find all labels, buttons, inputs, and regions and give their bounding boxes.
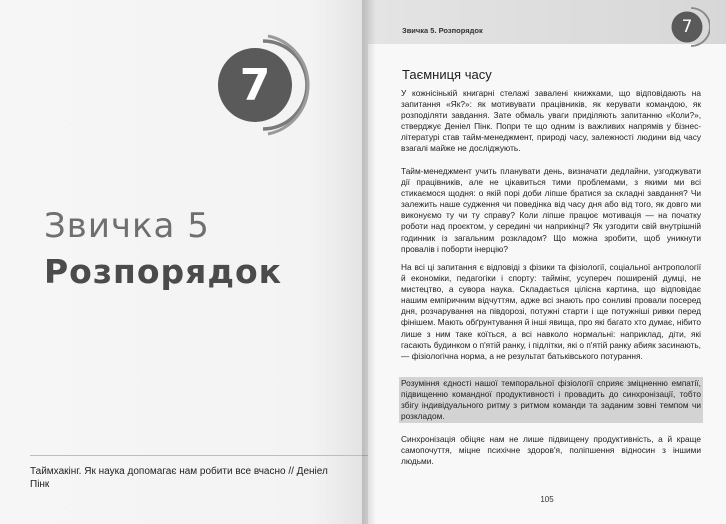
paragraph: Синхронізація обіцяє нам не лише підвищену продуктивність, а й краще самопочуття, міцне психічне здоров'я, поліпшення відносин з іншими людьми. <box>401 434 701 467</box>
chapter-emblem-icon <box>668 5 710 51</box>
highlighted-paragraph: Розуміння єдності нашої темпоральної фізіології сприяє зміцненню емпатії, підвищенню командної продуктивності і провадить до синхронізації, тобто збігу індивідуального ритму з ритмом команди та заданим зовні темпом чи розкладом. <box>399 377 703 423</box>
habit-line: Звичка 5 <box>44 206 210 246</box>
page-number: 105 <box>540 495 554 504</box>
section-title: Таємниця часу <box>402 67 492 82</box>
divider <box>30 455 368 456</box>
chapter-emblem-icon <box>210 33 310 143</box>
book-reference: Таймхакінг. Як наука допомагає нам робити все вчасно // Деніел Пінк <box>30 466 328 490</box>
habit-title: Розпорядок <box>44 252 283 291</box>
paragraph: На всі ці запитання є відповіді з фізики та фізіології, соціальної антропології й економіки, педагогіки і спорту: таймінг, усупереч поширеній думці, не мистецтво, а сувора наука. Складається цілісна картина, що відповідає нашим емпіричним відчуттям, адже всі знають про сонливі провали посеред дня, розчарування на півдорозі, потужні старти і ще потужніші ривки перед фінішем. Мають обґрунтування й інші явища, про які багато хто думає, нібито лише з ним таке коїться, а всі навколо нормальні: наприклад, діти, які гасають будинком о п'ятій ранку, і підлітки, які о п'ятій ранку абияк засинають, — фізіологічна норма, а не результат батьківського потурання. <box>401 262 701 361</box>
header-label: Звичка 5. Розпорядок <box>402 26 483 35</box>
paragraph: Тайм-менеджмент учить планувати день, визначати дедлайни, узгоджувати дії працівників, але не цікавиться тими проблемами, з якими ми всі стикаємося щодня: о якій порі доби ліпше братися за складні завдання? Чи залежить наше судження чи поведінка від часу дня або від того, як довго ми виконуємо ту чи ту справу? Коли ліпше працює мотивація — на початку роботи над проєктом, у середині чи наприкінці? Як узгодити свій внутрішній годинник із загальним розкладом? Що можна зробити, щоб уникнути провалів і поборти інерцію? <box>401 166 701 254</box>
book-spine <box>362 0 376 524</box>
small-chapter-number: 7 <box>681 17 693 37</box>
chapter-number: 7 <box>239 59 271 111</box>
right-page <box>368 0 726 524</box>
paragraph: У кожнісінькій книгарні стелажі завалені книжками, що відповідають на запитання «Як?»: як мотивувати працівників, як керувати командою, як розподіляти завдання. Зате обмаль уваги приділяють запитанню «Коли?», стверджує Деніел Пінк. Попри те що одним із важливих напрямів у бізнес-літературі став тайм-менеджмент, природі часу, залежності людини від часу взагалі майже не досліджують. <box>401 88 701 154</box>
